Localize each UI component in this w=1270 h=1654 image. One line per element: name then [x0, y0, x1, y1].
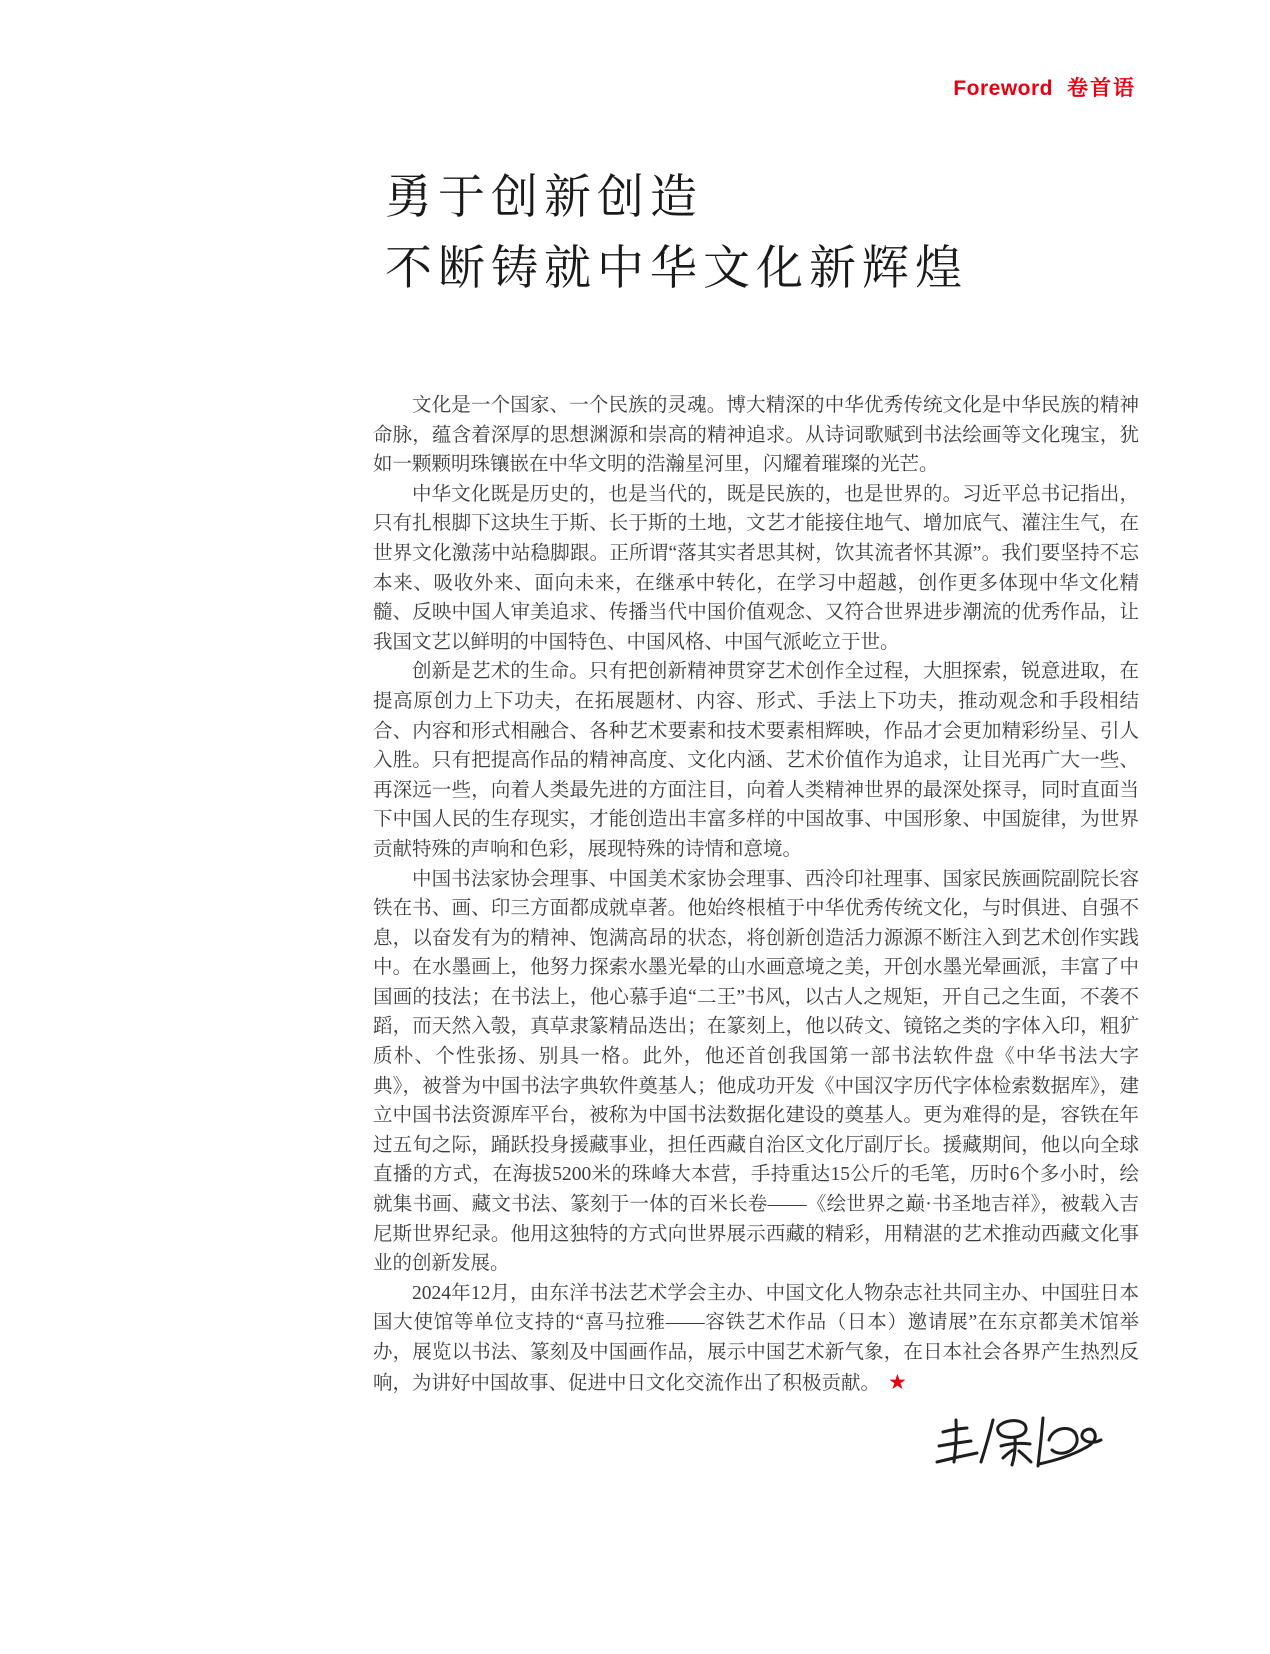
body-paragraph: 中华文化既是历史的，也是当代的，既是民族的，也是世界的。习近平总书记指出，只有扎根脚下这块生于斯、长于斯的土地，文艺才能接住地气、增加底气、灌注生气，在世界文化激荡中站稳脚跟。正所谓“落其实者思其树，饮其流者怀其源”。我们要坚持不忘本来、吸收外来、面向未来，在继承中转化，在学习中超越，创作更多体现中华文化精髓、反映中国人审美追求、传播当代中国价值观念、又符合世界进步潮流的优秀作品，让我国文艺以鲜明的中国特色、中国风格、中国气派屹立于世。	[373, 483, 1139, 653]
article-body	[373, 391, 1139, 1398]
article-title	[385, 163, 968, 305]
body-paragraph	[373, 1279, 1139, 1398]
signature-strokes	[935, 1408, 1110, 1493]
article-title-line1: 勇于创新创造	[385, 172, 703, 224]
foreword-label-zh: 卷首语	[1067, 77, 1136, 100]
body-paragraph: 创新是艺术的生命。只有把创新精神贯穿艺术创作全过程，大胆探索，锐意进取，在提高原创力上下功夫，在拓展题材、内容、形式、手法上下功夫，推动观念和手段相结合、内容和形式相融合、各种艺术要素和技术要素相辉映，作品才会更加精彩纷呈、引人入胜。只有把提高作品的精神高度、文化内涵、艺术价值作为追求，让目光再广大一些、再深远一些，向着人类最先进的方面注目，向着人类精神世界的最深处探寻，同时直面当下中国人民的生存现实，才能创造出丰富多样的中国故事、中国形象、中国旋律，为世界贡献特殊的声响和色彩，展现特殊的诗情和意境。	[373, 661, 1139, 860]
body-paragraph: 中国书法家协会理事、中国美术家协会理事、西泠印社理事、国家民族画院副院长容铁在书、画、印三方面都成就卓著。他始终根植于中华优秀传统文化，与时俱进、自强不息，以奋发有为的精神、饱满高昂的状态，将创新创造活力源源不断注入到艺术创作实践中。在水墨画上，他努力探索水墨光晕的山水画意境之美，开创水墨光晕画派，丰富了中国画的技法；在书法上，他心慕手追“二王”书风，以古人之规矩，开自己之生面，不袭不蹈，而天然入彀，真草隶篆精品迭出；在篆刻上，他以砖文、镜铭之类的字体入印，粗犷质朴、个性张扬、别具一格。此外，他还首创我国第一部书法软件盘《中华书法大字典》，被誉为中国书法字典软件奠基人；他成功开发《中国汉字历代字体检索数据库》，建立中国书法资源库平台，被称为中国书法数据化建设的奠基人。更为难得的是，容铁在年过五旬之际，踊跃投身援藏事业，担任西藏自治区文化厅副厅长。援藏期间，他以向全球直播的方式，在海拔5200米的珠峰大本营，手持重达15公斤的毛笔，历时6个多小时，绘就集书画、藏文书法、篆刻于一体的百米长卷——《绘世界之巅·书圣地吉祥》，被载入吉尼斯世界纪录。他用这独特的方式向世界展示西藏的精彩，用精湛的艺术推动西藏文化事业的创新发展。	[373, 868, 1139, 1275]
foreword-label-en: Foreword	[953, 77, 1053, 100]
foreword-header	[953, 72, 1136, 102]
body-paragraph: 文化是一个国家、一个民族的灵魂。博大精深的中华优秀传统文化是中华民族的精神命脉，蕴含着深厚的思想渊源和崇高的精神追求。从诗词歌赋到书法绘画等文化瑰宝，犹如一颗颗明珠镶嵌在中华文明的浩瀚星河里，闪耀着璀璨的光芒。	[373, 395, 1139, 476]
article-title-line2: 不断铸就中华文化新辉煌	[385, 243, 968, 295]
end-star-icon: ★	[888, 1369, 907, 1394]
signature	[935, 1408, 1110, 1493]
body-paragraph-text: 2024年12月，由东洋书法艺术学会主办、中国文化人物杂志社共同主办、中国驻日本国大使馆等单位支持的“喜马拉雅——容铁艺术作品（日本）邀请展”在东京都美术馆举办，展览以书法、篆刻及中国画作品，展示中国艺术新气象，在日本社会各界产生热烈反响，为讲好中国故事、促进中日文化交流作出了积极贡献。	[373, 1282, 1139, 1394]
